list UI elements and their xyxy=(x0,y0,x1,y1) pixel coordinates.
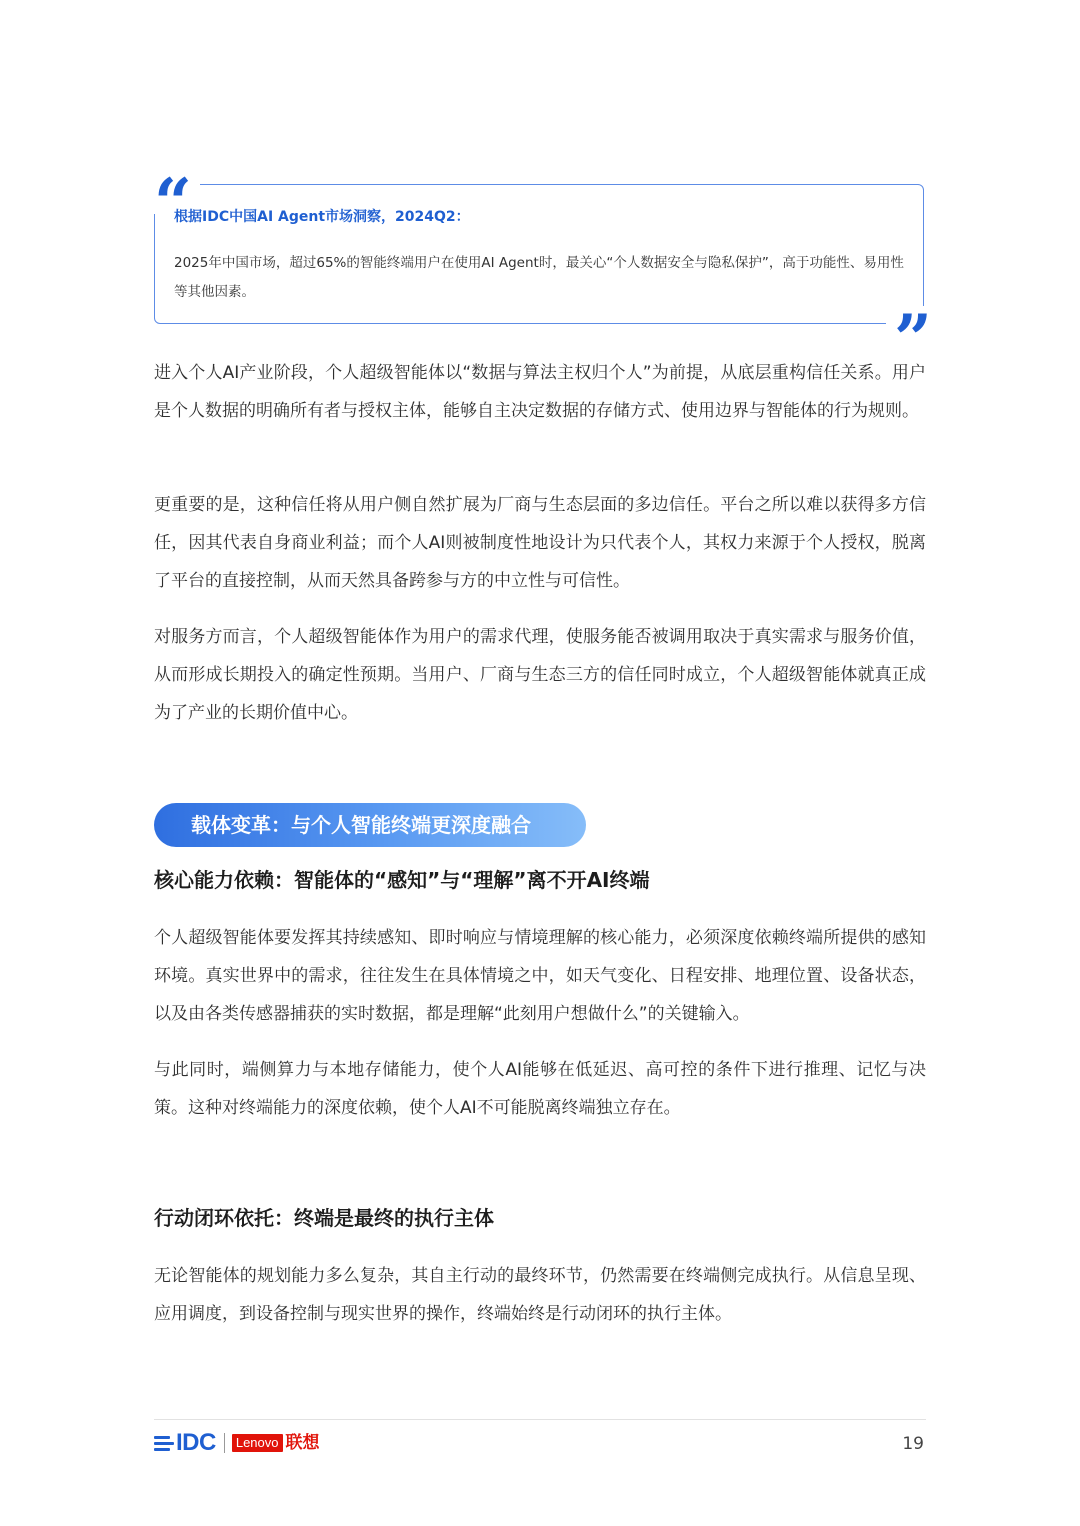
subsection-heading-1: 核心能力依赖：智能体的“感知”与“理解”离不开AI终端 xyxy=(154,868,650,892)
paragraph-3: 对服务方而言，个人超级智能体作为用户的需求代理，使服务能否被调用取决于真实需求与服务价值，从而形成长期投入的确定性预期。当用户、厂商与生态三方的信任同时成立，个人超级智能体就真正成为了产业的长期价值中心。 xyxy=(154,627,926,723)
subsection-1-paragraph-2: 与此同时，端侧算力与本地存储能力，使个人AI能够在低延迟、高可控的条件下进行推理、记忆与决策。这种对终端能力的深度依赖，使个人AI不可能脱离终端独立存在。 xyxy=(154,1060,926,1118)
footer-logos xyxy=(154,1430,320,1456)
subsection-heading-2: 行动闭环依托：终端是最终的执行主体 xyxy=(154,1206,494,1230)
idc-lines-icon xyxy=(154,1436,174,1451)
page-number: 19 xyxy=(902,1434,924,1454)
idc-logo: IDC xyxy=(176,1429,216,1456)
close-quote-icon: ” xyxy=(886,306,940,350)
lenovo-logo: Lenovo xyxy=(232,1434,283,1452)
section-banner: 载体变革：与个人智能终端更深度融合 xyxy=(154,803,586,847)
footer-divider xyxy=(154,1419,926,1420)
logo-separator xyxy=(224,1433,225,1453)
paragraph-2: 更重要的是，这种信任将从用户侧自然扩展为厂商与生态层面的多边信任。平台之所以难以获得多方信任，因其代表自身商业利益；而个人AI则被制度性地设计为只代表个人，其权力来源于个人授权，脱离了平台的直接控制，从而天然具备跨参与方的中立性与可信性。 xyxy=(154,495,926,591)
subsection-1-paragraph-1: 个人超级智能体要发挥其持续感知、即时响应与情境理解的核心能力，必须深度依赖终端所提供的感知环境。真实世界中的需求，往往发生在具体情境之中，如天气变化、日程安排、地理位置、设备状态，以及由各类传感器捕获的实时数据，都是理解“此刻用户想做什么”的关键输入。 xyxy=(154,928,926,1024)
paragraph-1: 进入个人AI产业阶段，个人超级智能体以“数据与算法主权归个人”为前提，从底层重构信任关系。用户是个人数据的明确所有者与授权主体，能够自主决定数据的存储方式、使用边界与智能体的行为规则。 xyxy=(154,363,926,421)
subsection-2-paragraph-1: 无论智能体的规划能力多么复杂，其自主行动的最终环节，仍然需要在终端侧完成执行。从信息呈现、应用调度，到设备控制与现实世界的操作，终端始终是行动闭环的执行主体。 xyxy=(154,1266,926,1324)
quote-text: 2025年中国市场，超过65%的智能终端用户在使用AI Agent时，最关心“个人数据安全与隐私保护”，高于功能性、易用性等其他因素。 xyxy=(174,255,904,300)
lenovo-cn-logo: 联想 xyxy=(285,1433,320,1453)
quote-title: 根据IDC中国AI Agent市场洞察，2024Q2： xyxy=(174,209,470,225)
open-quote-icon: “ xyxy=(146,170,200,214)
